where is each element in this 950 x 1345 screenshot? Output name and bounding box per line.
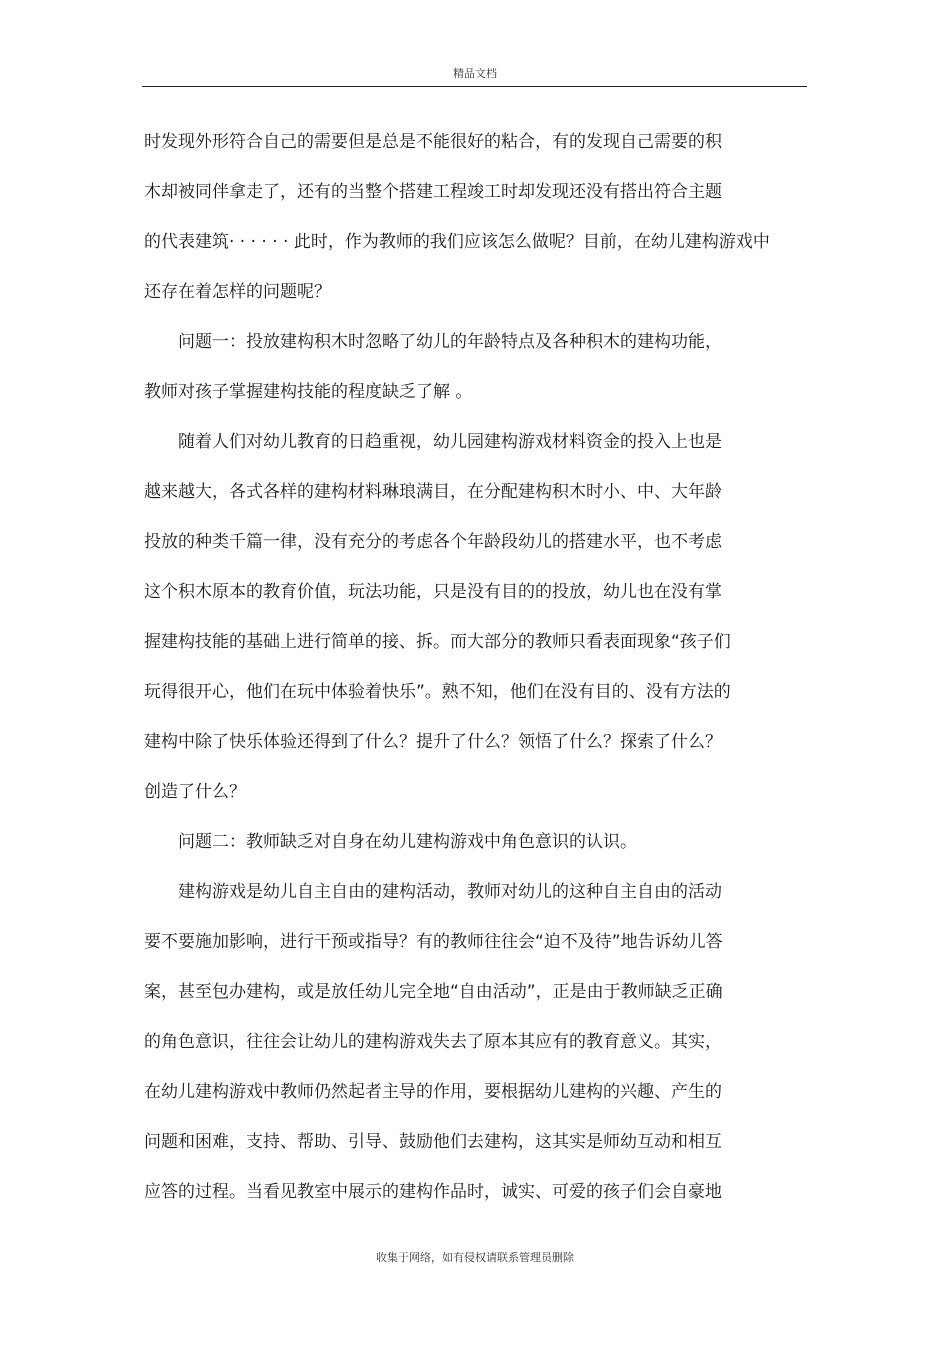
text-line: 木却被同伴拿走了，还有的当整个搭建工程竣工时却发现还没有搭出符合主题 bbox=[144, 182, 722, 202]
text-line: 握建构技能的基础上进行简单的接、拆。而大部分的教师只看表面现象“孩子们 bbox=[144, 632, 731, 652]
text-line: 创造了什么？ bbox=[144, 782, 246, 802]
section-heading-1: 问题一：投放建构积木时忽略了幼儿的年龄特点及各种积木的建构功能， bbox=[178, 332, 722, 352]
paragraph-start: 随着人们对幼儿教育的日趋重视，幼儿园建构游戏材料资金的投入上也是 bbox=[178, 432, 722, 452]
text-line: 时发现外形符合自己的需要但是总是不能很好的粘合，有的发现自己需要的积 bbox=[144, 132, 722, 152]
text-line: 应答的过程。当看见教室中展示的建构作品时，诚实、可爱的孩子们会自豪地 bbox=[144, 1182, 722, 1202]
text-line: 的代表建筑· · · · · · 此时，作为教师的我们应该怎么做呢？目前，在幼儿建构游戏中 bbox=[144, 232, 770, 252]
text-line: 案，甚至包办建构，或是放任幼儿完全地“自由活动”，正是由于教师缺乏正确 bbox=[144, 982, 723, 1002]
section-heading-2: 问题二：教师缺乏对自身在幼儿建构游戏中角色意识的认识。 bbox=[178, 832, 637, 852]
text-line: 要不要施加影响，进行干预或指导？有的教师往往会“迫不及待”地告诉幼儿答 bbox=[144, 932, 723, 952]
text-line: 建构中除了快乐体验还得到了什么？提升了什么？领悟了什么？探索了什么？ bbox=[144, 732, 722, 752]
text-line: 还存在着怎样的问题呢？ bbox=[144, 282, 331, 302]
text-line: 越来越大，各式各样的建构材料琳琅满目，在分配建构积木时小、中、大年龄 bbox=[144, 482, 722, 502]
text-line: 教师对孩子掌握建构技能的程度缺乏了解 。 bbox=[144, 382, 473, 402]
text-line: 投放的种类千篇一律，没有充分的考虑各个年龄段幼儿的搭建水平，也不考虑 bbox=[144, 532, 722, 552]
text-line: 玩得很开心，他们在玩中体验着快乐”。熟不知，他们在没有目的、没有方法的 bbox=[144, 682, 731, 702]
header-divider bbox=[142, 86, 807, 87]
text-line: 的角色意识，往往会让幼儿的建构游戏失去了原本其应有的教育意义。其实， bbox=[144, 1032, 722, 1052]
text-line: 这个积木原本的教育价值，玩法功能，只是没有目的的投放，幼儿也在没有掌 bbox=[144, 582, 722, 602]
text-line: 问题和困难，支持、帮助、引导、鼓励他们去建构，这其实是师幼互动和相互 bbox=[144, 1132, 722, 1152]
paragraph-start: 建构游戏是幼儿自主自由的建构活动，教师对幼儿的这种自主自由的活动 bbox=[178, 882, 722, 902]
text-line: 在幼儿建构游戏中教师仍然起者主导的作用，要根据幼儿建构的兴趣、产生的 bbox=[144, 1082, 722, 1102]
page-header: 精品文档 bbox=[453, 67, 497, 80]
page-footer: 收集于网络，如有侵权请联系管理员删除 bbox=[376, 1251, 574, 1264]
